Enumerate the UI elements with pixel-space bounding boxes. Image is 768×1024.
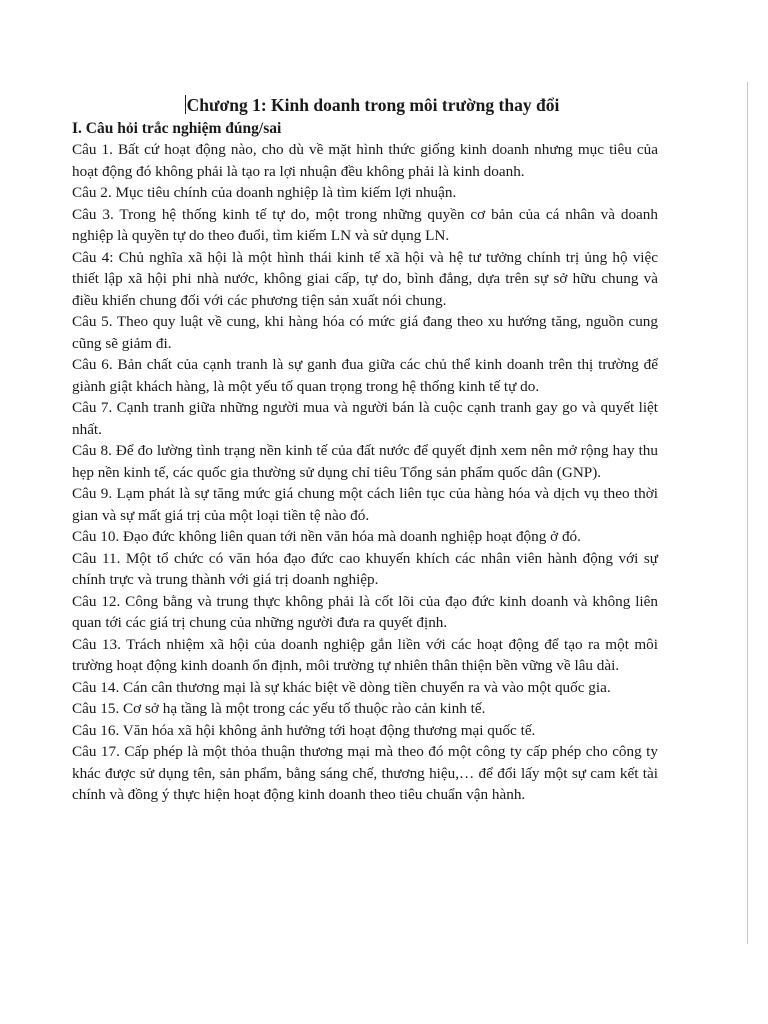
question-7: Câu 7. Cạnh tranh giữa những người mua và người bán là cuộc cạnh tranh gay go và quyết liệt nhất. (72, 399, 658, 438)
question-3: Câu 3. Trong hệ thống kinh tế tự do, một trong những quyền cơ bản của cá nhân và doanh nghiệp là quyền tự do theo đuổi, tìm kiếm LN và sử dụng LN. (72, 205, 658, 244)
question-9: Câu 9. Lạm phát là sự tăng mức giá chung một cách liên tục của hàng hóa và dịch vụ theo thời gian và sự mất giá trị của một loại tiền tệ nào đó. (72, 485, 658, 524)
question-13: Câu 13. Trách nhiệm xã hội của doanh nghiệp gắn liền với các hoạt động để tạo ra một môi trường hoạt động kinh doanh ổn định, môi trường tự nhiên thân thiện bền vững về lâu dài. (72, 635, 658, 674)
question-15: Câu 15. Cơ sở hạ tầng là một trong các yếu tố thuộc rào cản kinh tế. (72, 700, 486, 717)
document-title-row (86, 92, 658, 118)
question-6: Câu 6. Bản chất của cạnh tranh là sự ganh đua giữa các chủ thể kinh doanh trên thị trường để giành giật khách hàng, là một yếu tố quan trọng trong hệ thống kinh tế tự do. (72, 356, 658, 395)
question-14: Câu 14. Cán cân thương mại là sự khác biệt về dòng tiền chuyển ra và vào một quốc gia. (72, 678, 611, 696)
question-10: Câu 10. Đạo đức không liên quan tới nền văn hóa mà doanh nghiệp hoạt động ở đó. (72, 528, 581, 545)
question-11: Câu 11. Một tổ chức có văn hóa đạo đức cao khuyến khích các nhân viên hành động với sự chính trực và trung thành với giá trị doanh nghiệp. (72, 549, 658, 588)
document-body (72, 92, 658, 806)
document-title: Chương 1: Kinh doanh trong môi trường thay đổi (186, 95, 560, 115)
question-8: Câu 8. Để đo lường tình trạng nền kinh tế của đất nước để quyết định xem nên mở rộng hay thu hẹp nền kinh tế, các quốc gia thường sử dụng chỉ tiêu Tổng sản phẩm quốc dân (GNP). (72, 442, 658, 481)
question-5: Câu 5. Theo quy luật về cung, khi hàng hóa có mức giá đang theo xu hướng tăng, nguồn cung cũng sẽ giảm đi. (72, 313, 658, 352)
text-cursor (185, 95, 186, 114)
question-12: Câu 12. Công bằng và trung thực không phải là cốt lõi của đạo đức kinh doanh và không liên quan tới các giá trị chung của những người đưa ra quyết định. (72, 592, 658, 631)
question-2: Câu 2. Mục tiêu chính của doanh nghiệp là tìm kiếm lợi nhuận. (72, 184, 457, 201)
page-edge-line (747, 82, 748, 944)
question-1: Câu 1. Bất cứ hoạt động nào, cho dù về mặt hình thức giống kinh doanh nhưng mục tiêu của hoạt động đó không phải là tạo ra lợi nhuận đều không phải là kinh doanh. (72, 141, 658, 180)
question-16: Câu 16. Văn hóa xã hội không ảnh hưởng tới hoạt động thương mại quốc tế. (72, 721, 536, 739)
question-4: Câu 4: Chủ nghĩa xã hội là một hình thái kinh tế xã hội và hệ tư tưởng chính trị ủng hộ việc thiết lập xã hội phi nhà nước, không giai cấp, tự do, bình đẳng, dựa trên sự sở hữu chung và điều khiển chung đối với các phương tiện sản xuất nói chung. (72, 248, 658, 309)
section-heading: I. Câu hỏi trắc nghiệm đúng/sai (72, 120, 282, 137)
question-17: Câu 17. Cấp phép là một thỏa thuận thương mại mà theo đó một công ty cấp phép cho công ty khác được sử dụng tên, sản phẩm, bằng sáng chế, thương hiệu,… để đổi lấy một sự cam kết tài chính và đồng ý thực hiện hoạt động kinh doanh theo tiêu chuẩn vận hành. (72, 743, 658, 803)
